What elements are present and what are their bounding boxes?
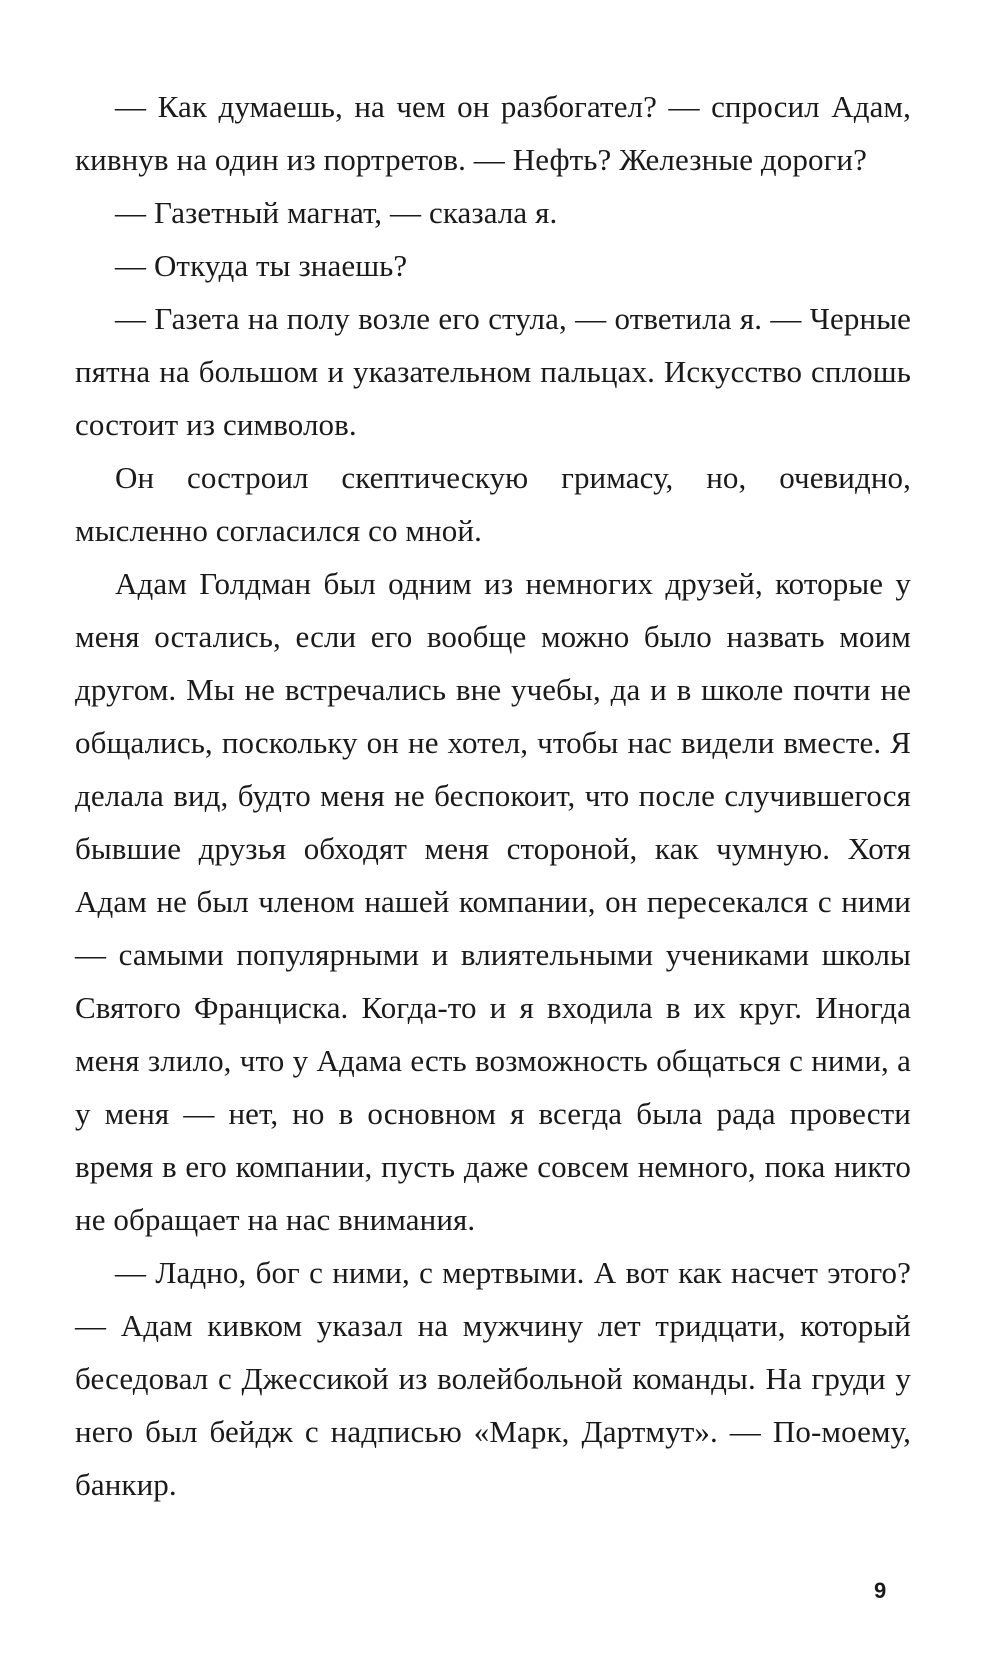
paragraph-6: Адам Голдман был одним из немногих друзей, которые у меня остались, если его вообще можно было назвать моим другом. Мы не встречались вне учебы, да и в школе почти не общались, поскольку он не хотел, чтобы нас видели вместе. Я делала вид, будто меня не беспокоит, что после случившегося бывшие друзья обходят меня стороной, как чумную. Хотя Адам не был членом нашей компании, он пересекался с ними — самыми популярными и влиятельными учениками школы Святого Франциска. Когда-то и я входила в их круг. Иногда меня злило, что у Адама есть возможность общаться с ними, а у меня — нет, но в основном я всегда была рада провести время в его компании, пусть даже совсем немного, пока никто не обращает на нас внимания. xyxy=(75,566,911,1237)
page-number: 9 xyxy=(874,1578,887,1603)
paragraph-7: — Ладно, бог с ними, с мертвыми. А вот как насчет этого? — Адам кивком указал на мужчину лет тридцати, который беседовал с Джессикой из волейбольной команды. На груди у него был бейдж с надписью «Марк, Дартмут». — По-моему, банкир. xyxy=(75,1255,911,1502)
book-page-text xyxy=(75,80,911,1511)
paragraph-5: Он состроил скептическую гримасу, но, очевидно, мысленно согласился со мной. xyxy=(75,460,911,548)
paragraph-3: — Откуда ты знаешь? xyxy=(115,248,408,283)
paragraph-2: — Газетный магнат, — сказала я. xyxy=(115,195,558,230)
paragraph-1: — Как думаешь, на чем он разбогател? — спросил Адам, кивнув на один из портретов. — Нефть? Железные дороги? xyxy=(75,89,911,177)
paragraph-4: — Газета на полу возле его стула, — ответила я. — Черные пятна на большом и указательном пальцах. Искусство сплошь состоит из символов. xyxy=(75,301,911,442)
